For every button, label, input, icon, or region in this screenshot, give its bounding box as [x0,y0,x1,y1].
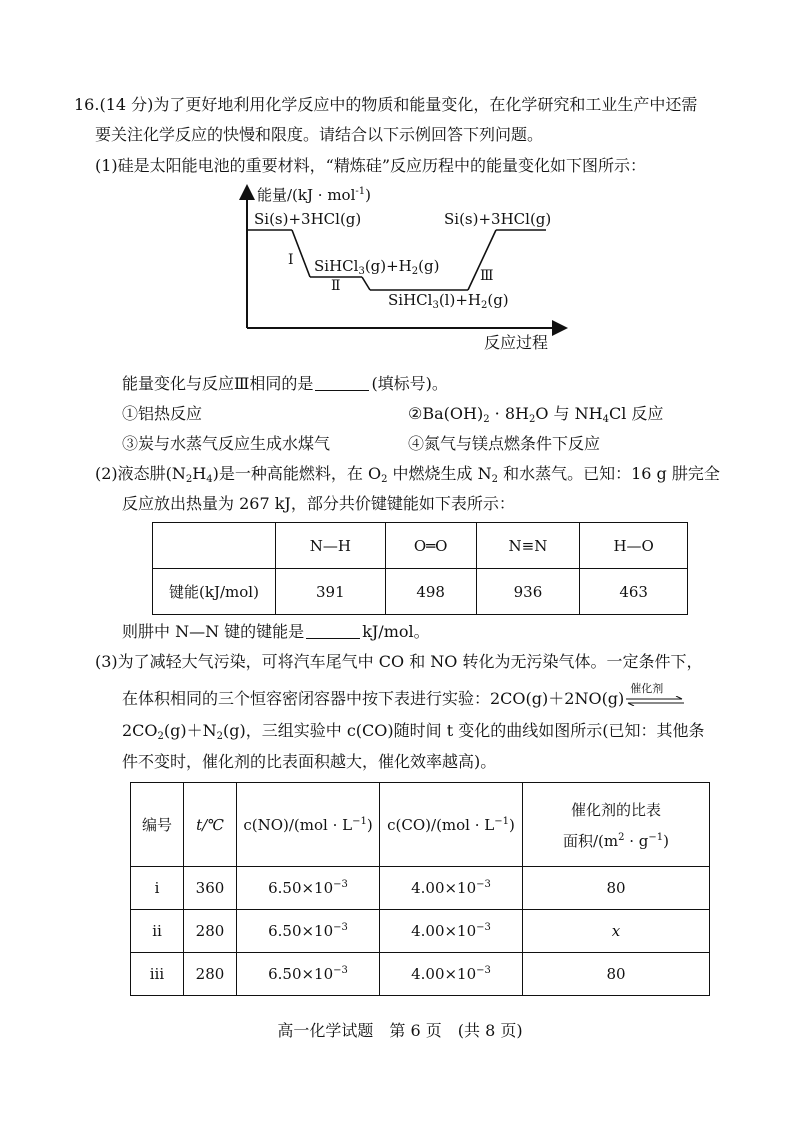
table-cell [153,523,276,569]
table-cell: 360 [184,867,237,910]
table-cell: $4.00\times 10^{-3}$ [380,953,523,996]
table-cell: ⅲ [131,953,184,996]
table-header-cell: $c(NO)/(mol \cdot L^{-1})$ [237,783,380,867]
question-header-line2: 要关注化学反应的快慢和限度。请结合以下示例回答下列问题。 [95,125,544,144]
option-a: ①铝热反应 [122,404,203,423]
part2-line1: (2)液态肼$(N_2H_4)$是一种高能燃料，在 $O_2$ 中燃烧生成 $N_2$ 和水蒸气。已知：16 g 肼完全 [95,464,720,485]
table-header-cell: O═O [385,523,476,569]
right-level-label: Si(s)+3HCl(g) [444,210,552,228]
table-cell: ⅱ [131,910,184,953]
step1-line [292,230,310,277]
answer-blank-1[interactable] [315,376,369,391]
table-cell: 280 [184,953,237,996]
table-row [153,569,688,615]
step3-label: Ⅲ [480,268,494,284]
part1-intro: (1)硅是太阳能电池的重要材料，“精炼硅”反应历程中的能量变化如下图所示： [95,156,647,175]
table-cell: 80 [523,953,710,996]
energy-diagram [230,180,570,350]
table-cell: $4.00\times 10^{-3}$ [380,910,523,953]
table-cell: 391 [276,569,386,615]
table-row [131,783,710,867]
answer-blank-2[interactable] [306,624,360,639]
table-header-cell: N≡N [476,523,580,569]
table-header-cell: t/℃ [184,783,237,867]
table-cell: 80 [523,867,710,910]
table-row-label: 键能(kJ/mol) [153,569,276,615]
step2-line [362,277,370,290]
table-header-cell: N—H [276,523,386,569]
table-cell: ⅰ [131,867,184,910]
area-header-line2: 面积$/(m^2 \cdot g^{-1})$ [562,831,670,850]
part3-line2: 在体积相同的三个恒容密闭容器中按下表进行实验：2CO(g)＋2NO(g) 催化剂 [122,686,686,709]
table-cell: 280 [184,910,237,953]
step1-label: Ⅰ [288,252,294,268]
equilibrium-arrow-icon [624,696,686,706]
bond-energy-table [152,522,688,615]
part2-line2: 反应放出热量为 267 kJ，部分共价键键能如下表所示： [122,494,515,513]
mid-level-label: $SiHCl_3(g)+H_2(g)$ [314,257,440,277]
table-cell: $4.00\times 10^{-3}$ [380,867,523,910]
catalyst-equilibrium-arrow [624,682,686,706]
table-cell: 498 [385,569,476,615]
x-axis-label: 反应过程 [484,333,549,352]
step2-label: Ⅱ [331,278,341,294]
table-row [131,910,710,953]
table-cell: $6.50\times 10^{-3}$ [237,953,380,996]
part3-line3: $2CO_2(g)+N_2(g)$，三组实验中 c(CO)随时间 t 变化的曲线如图所示(已知：其他条 [122,721,705,742]
table-cell: $6.50\times 10^{-3}$ [237,910,380,953]
part3-line4: 件不变时，催化剂的比表面积越大，催化效率越高)。 [122,752,497,771]
table-header-cell: $c(CO)/(mol \cdot L^{-1})$ [380,783,523,867]
table-header-cell: H—O [580,523,688,569]
option-b: $②Ba(OH)_2 \cdot 8H_2O$ 与 $NH_4Cl$ 反应 [408,404,664,425]
option-c: ③炭与水蒸气反应生成水煤气 [122,434,331,453]
page-footer: 高一化学试题 第 6 页 (共 8 页) [277,1021,523,1040]
table-cell: x [523,910,710,953]
part2-question: 则肼中 N—N 键的键能是 kJ/mol。 [122,622,430,641]
left-level-label: Si(s)+3HCl(g) [254,210,362,228]
table-header-cell [523,783,710,867]
part1-question: 能量变化与反应Ⅲ相同的是 (填标号)。 [122,374,448,393]
catalyst-label: 催化剂 [630,682,664,695]
table-row [131,867,710,910]
table-row [153,523,688,569]
table-cell: 936 [476,569,580,615]
table-cell: 463 [580,569,688,615]
table-header-cell: 编号 [131,783,184,867]
table-row [131,953,710,996]
option-d: ④氮气与镁点燃条件下反应 [408,434,601,453]
table-cell: $6.50\times 10^{-3}$ [237,867,380,910]
y-axis-label: 能量/(kJ · mol$^{-1}$) [257,186,371,204]
low-level-label: $SiHCl_3(l)+H_2(g)$ [388,291,509,311]
experiment-table [130,782,710,996]
area-header-line1: 催化剂的比表 [570,800,661,819]
question-header-line1: 16.(14 分)为了更好地利用化学反应中的物质和能量变化，在化学研究和工业生产中还需 [74,95,698,114]
part3-line1: (3)为了减轻大气污染，可将汽车尾气中 CO 和 NO 转化为无污染气体。一定条件下， [95,652,703,671]
